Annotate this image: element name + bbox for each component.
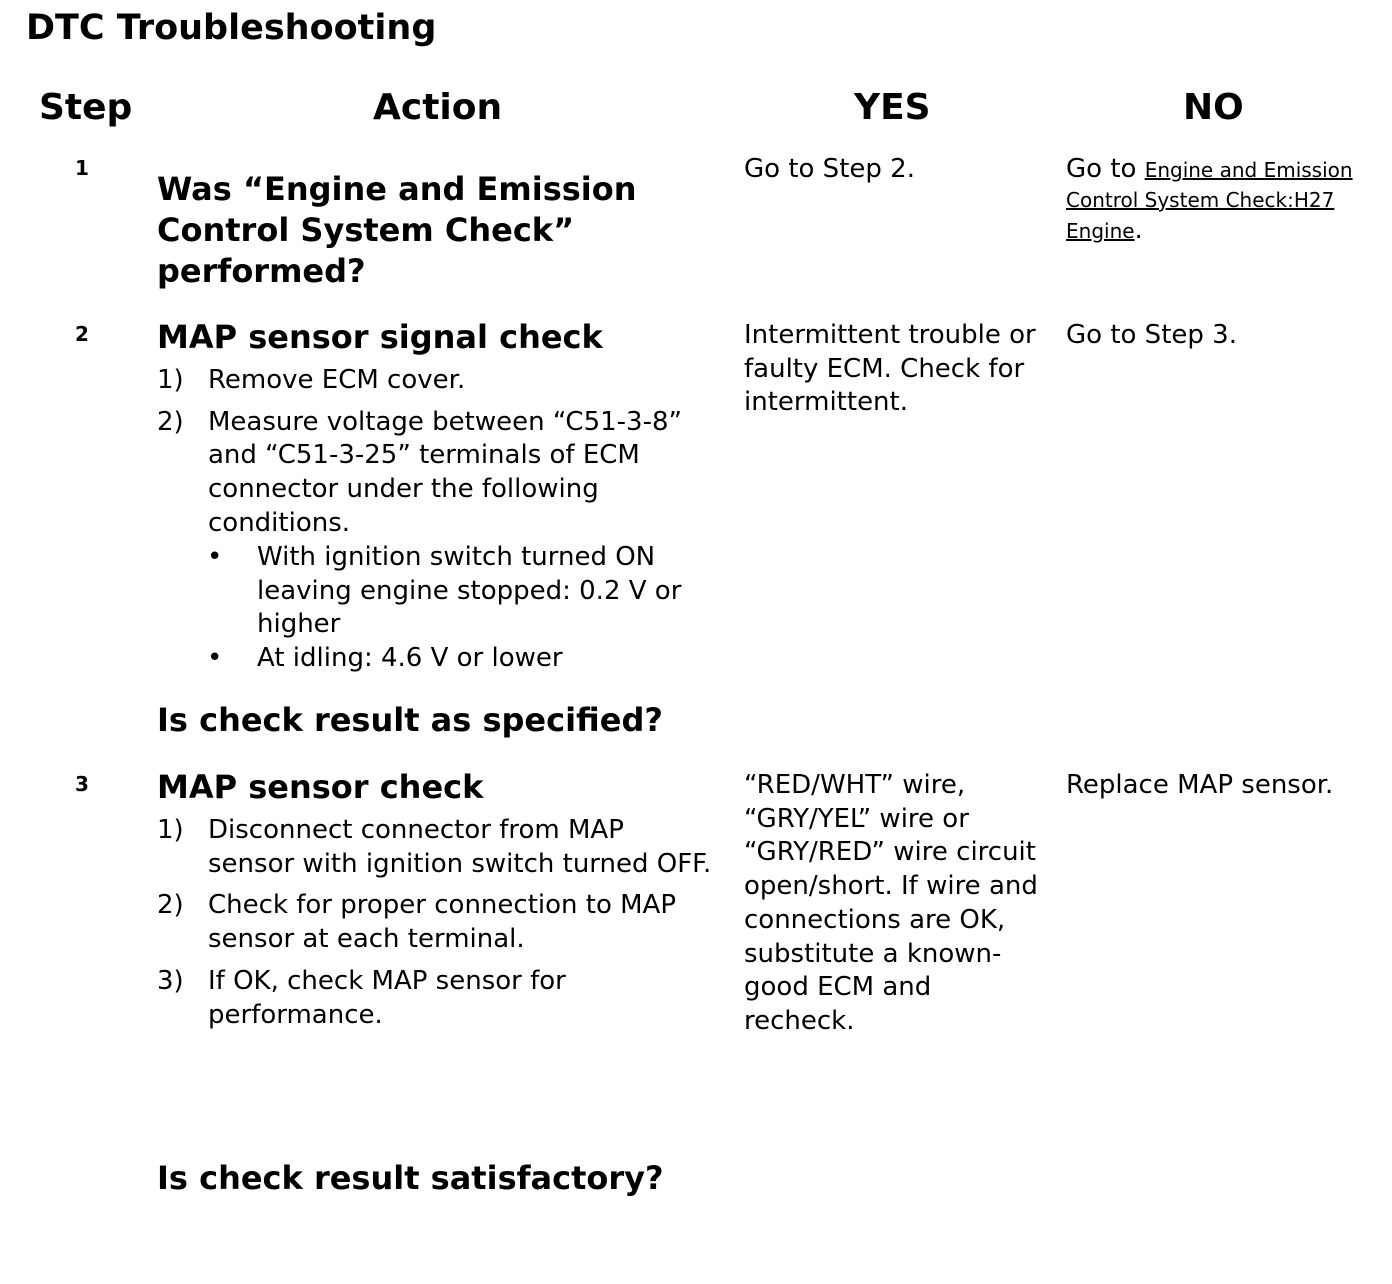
- bullet-dot: •: [207, 542, 223, 572]
- header-action: Action: [373, 87, 503, 128]
- action-title: Was “Engine and Emission Control System Check” performed?: [157, 170, 637, 290]
- list-number: 2): [157, 406, 184, 437]
- list-item: [157, 406, 702, 541]
- page-title: DTC Troubleshooting: [26, 8, 437, 48]
- step-number: 3: [75, 772, 89, 796]
- action-title: MAP sensor check: [157, 768, 484, 806]
- list-text: Measure voltage between “C51-3-8” and “C51-3-25” terminals of ECM connector under the following conditions.: [208, 406, 682, 538]
- step-number: 1: [75, 156, 89, 180]
- bullet-item: [207, 541, 687, 642]
- header-yes: YES: [854, 87, 931, 128]
- list-text: Remove ECM cover.: [208, 365, 466, 395]
- header-step: Step: [39, 87, 133, 128]
- list-item: [157, 965, 717, 1032]
- list-text: Disconnect connector from MAP sensor with ignition switch turned OFF.: [208, 815, 712, 879]
- check-question: Is check result as specified?: [157, 701, 663, 739]
- no-cell: [1066, 153, 1366, 247]
- action-steps: [157, 814, 717, 1032]
- bullet-text: With ignition switch turned ON leaving engine stopped: 0.2 V or higher: [257, 542, 682, 640]
- list-text: If OK, check MAP sensor for performance.: [208, 965, 566, 1030]
- list-number: 2): [157, 890, 184, 921]
- list-number: 3): [157, 965, 184, 996]
- list-item: [157, 814, 717, 881]
- list-number: 1): [157, 365, 184, 395]
- bullet-text: At idling: 4.6 V or lower: [257, 643, 563, 674]
- bullet-dot: •: [207, 643, 223, 674]
- no-prefix: Go to: [1066, 154, 1145, 184]
- engine-emission-check-link[interactable]: Engine and Emission Control System Check:H27 Engine: [1066, 158, 1353, 243]
- list-item: [157, 889, 717, 956]
- bullet-item: [207, 642, 687, 676]
- step-number: 2: [75, 322, 89, 346]
- no-cell: Go to Step 3.: [1066, 320, 1237, 350]
- list-number: 1): [157, 815, 184, 845]
- yes-cell: Go to Step 2.: [744, 154, 915, 184]
- check-question: Is check result satisfactory?: [157, 1159, 664, 1197]
- list-text: Check for proper connection to MAP sensor at each terminal.: [208, 890, 677, 955]
- yes-cell: “RED/WHT” wire, “GRY/YEL” wire or “GRY/RED” wire circuit open/short. If wire and connections are OK, substitute a known-good ECM and recheck.: [744, 770, 1038, 1036]
- no-suffix: .: [1134, 214, 1143, 245]
- action-steps: [157, 364, 702, 541]
- yes-cell: Intermittent trouble or faulty ECM. Check for intermittent.: [744, 320, 1036, 418]
- action-title: MAP sensor signal check: [157, 318, 603, 356]
- list-item: [157, 364, 702, 398]
- no-cell: Replace MAP sensor.: [1066, 770, 1334, 800]
- condition-bullets: [207, 541, 687, 676]
- header-no: NO: [1183, 87, 1244, 128]
